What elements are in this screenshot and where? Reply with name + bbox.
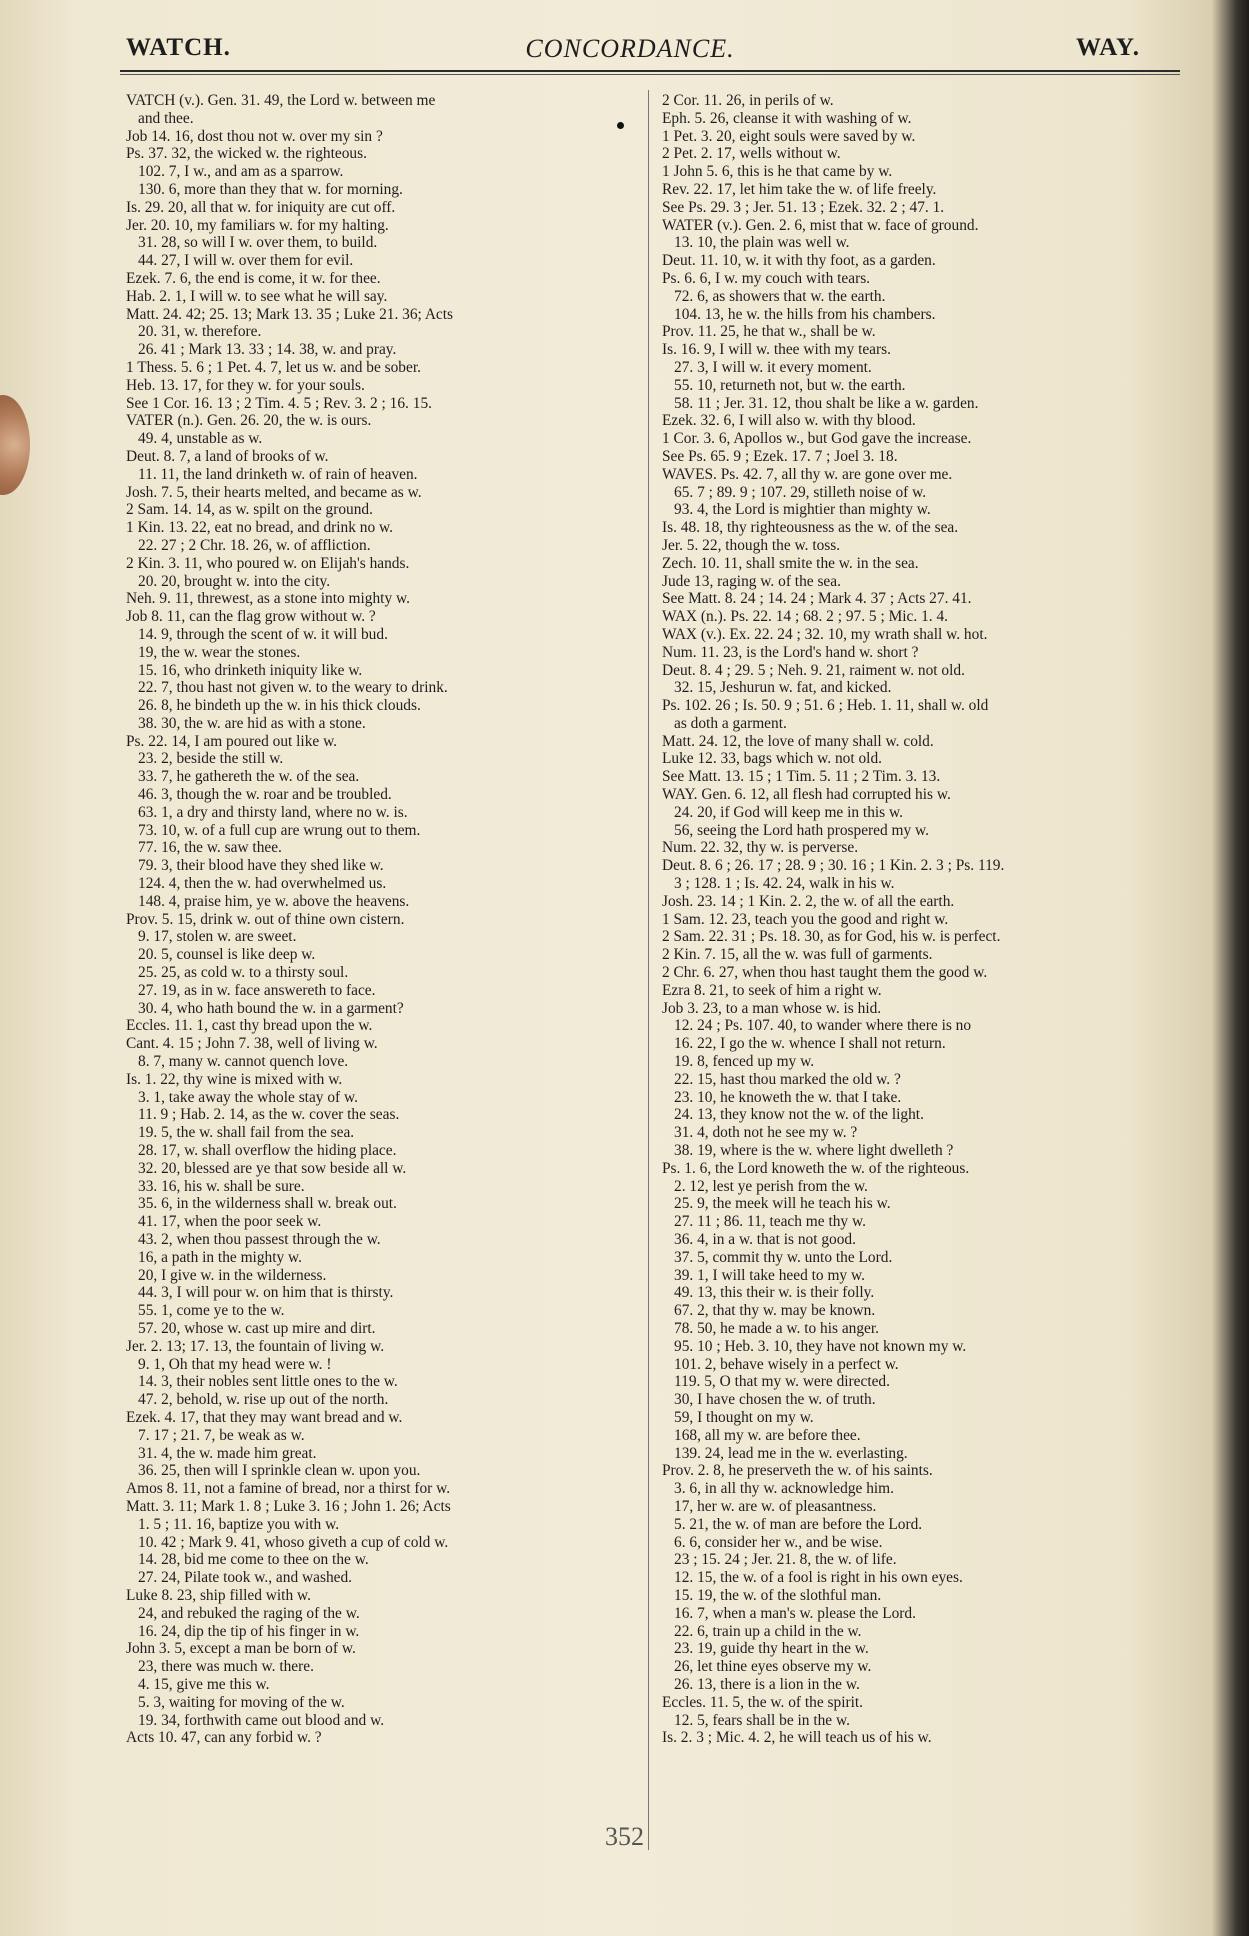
concordance-line: 119. 5, O that my w. were directed. — [674, 1373, 890, 1391]
header-left-guide-word: WATCH. — [126, 34, 231, 61]
concordance-line: 23. 10, he knoweth the w. that I take. — [674, 1088, 902, 1106]
header-title: CONCORDANCE. — [525, 34, 735, 63]
concordance-line: as doth a garment. — [674, 714, 787, 732]
concordance-line: Job 14. 16, dost thou not w. over my sin ? — [126, 127, 383, 145]
concordance-line: 20. 20, brought w. into the city. — [138, 572, 331, 590]
concordance-line: 1 Thess. 5. 6 ; 1 Pet. 4. 7, let us w. and be sober. — [126, 358, 421, 376]
concordance-line: 14. 9, through the scent of w. it will bud. — [138, 625, 388, 643]
concordance-line: See 1 Cor. 16. 13 ; 2 Tim. 4. 5 ; Rev. 3. 2 ; 16. 15. — [126, 394, 432, 412]
concordance-line: Prov. 11. 25, he that w., shall be w. — [662, 323, 876, 341]
concordance-line: 49. 4, unstable as w. — [138, 430, 263, 448]
concordance-line: 12. 15, the w. of a fool is right in his own eyes. — [674, 1569, 963, 1587]
concordance-line: 49. 13, this their w. is their folly. — [674, 1284, 875, 1302]
concordance-line: 27. 3, I will w. it every moment. — [674, 358, 872, 376]
concordance-line: 1 Sam. 12. 23, teach you the good and right w. — [662, 910, 949, 928]
concordance-line: 24, and rebuked the raging of the w. — [138, 1604, 360, 1622]
concordance-line: Job 8. 11, can the flag grow without w. ? — [126, 608, 376, 626]
concordance-line: 15. 16, who drinketh iniquity like w. — [138, 661, 363, 679]
concordance-line: 57. 20, whose w. cast up mire and dirt. — [138, 1319, 376, 1337]
concordance-line: 55. 10, returneth not, but w. the earth. — [674, 376, 906, 394]
concordance-line: Neh. 9. 11, threwest, as a stone into mighty w. — [126, 590, 410, 608]
concordance-line: 19, the w. wear the stones. — [138, 643, 301, 661]
concordance-line: 20. 31, w. therefore. — [138, 323, 262, 341]
concordance-line: Josh. 23. 14 ; 1 Kin. 2. 2, the w. of all the earth. — [662, 892, 955, 910]
concordance-line: 30, I have chosen the w. of truth. — [674, 1391, 876, 1409]
concordance-line: Is. 1. 22, thy wine is mixed with w. — [126, 1070, 343, 1088]
concordance-line: 16. 7, when a man's w. please the Lord. — [674, 1604, 916, 1622]
concordance-line: Cant. 4. 15 ; John 7. 38, well of living w. — [126, 1035, 378, 1053]
right-column — [662, 92, 1180, 1747]
concordance-line: WAX (v.). Ex. 22. 24 ; 32. 10, my wrath shall w. hot. — [662, 625, 988, 643]
concordance-line: Is. 29. 20, all that w. for iniquity are cut off. — [126, 198, 396, 216]
concordance-line: 139. 24, lead me in the w. everlasting. — [674, 1444, 908, 1462]
concordance-line: Matt. 24. 12, the love of many shall w. cold. — [662, 732, 934, 750]
concordance-line: 16, a path in the mighty w. — [138, 1248, 302, 1266]
concordance-line: 93. 4, the Lord is mightier than mighty w. — [674, 501, 931, 519]
concordance-line: 22. 7, thou hast not given w. to the weary to drink. — [138, 679, 448, 697]
concordance-line: Matt. 3. 11; Mark 1. 8 ; Luke 3. 16 ; John 1. 26; Acts — [126, 1497, 451, 1515]
concordance-line: 58. 11 ; Jer. 31. 12, thou shalt be like a w. garden. — [674, 394, 979, 412]
concordance-line: VATER (n.). Gen. 26. 20, the w. is ours. — [126, 412, 372, 430]
running-header — [120, 30, 1140, 70]
concordance-line: 27. 24, Pilate took w., and washed. — [138, 1569, 353, 1587]
concordance-line: Heb. 13. 17, for they w. for your souls. — [126, 376, 365, 394]
column-divider — [648, 90, 649, 1850]
concordance-line: Deut. 8. 6 ; 26. 17 ; 28. 9 ; 30. 16 ; 1 Kin. 2. 3 ; Ps. 119. — [662, 857, 1005, 875]
concordance-line: 10. 42 ; Mark 9. 41, whoso giveth a cup of cold w. — [138, 1533, 449, 1551]
header-rule — [120, 70, 1180, 72]
concordance-line: Deut. 8. 4 ; 29. 5 ; Neh. 9. 21, raiment w. not old. — [662, 661, 965, 679]
concordance-line: Luke 8. 23, ship filled with w. — [126, 1586, 311, 1604]
concordance-line: 43. 2, when thou passest through the w. — [138, 1231, 381, 1248]
concordance-line: 44. 27, I will w. over them for evil. — [138, 252, 354, 270]
concordance-line: 32. 15, Jeshurun w. fat, and kicked. — [674, 679, 892, 697]
concordance-line: 2 Kin. 7. 15, all the w. was full of garments. — [662, 946, 933, 964]
concordance-line: 19. 34, forthwith came out blood and w. — [138, 1711, 385, 1729]
concordance-line: 7. 17 ; 21. 7, be weak as w. — [138, 1426, 305, 1444]
concordance-line: 31. 4, the w. made him great. — [138, 1444, 317, 1462]
concordance-line: 4. 15, give me this w. — [138, 1675, 270, 1693]
concordance-line: 11. 11, the land drinketh w. of rain of heaven. — [138, 465, 418, 483]
concordance-line: Hab. 2. 1, I will w. to see what he will say. — [126, 287, 388, 305]
concordance-line: and thee. — [138, 109, 194, 127]
concordance-line: Jude 13, raging w. of the sea. — [662, 572, 841, 590]
concordance-line: 19. 5, the w. shall fail from the sea. — [138, 1124, 355, 1142]
header-rule-thin — [120, 74, 1180, 75]
concordance-line: Job 3. 23, to a man whose w. is hid. — [662, 999, 882, 1017]
concordance-line: Ps. 37. 32, the wicked w. the righteous. — [126, 145, 367, 163]
concordance-line: Prov. 5. 15, drink w. out of thine own cistern. — [126, 910, 405, 928]
page-number: 352 — [605, 1822, 644, 1851]
concordance-line: 23, there was much w. there. — [138, 1658, 314, 1676]
concordance-line: 20. 5, counsel is like deep w. — [138, 946, 316, 964]
left-column — [126, 92, 634, 1747]
concordance-line: 22. 27 ; 2 Chr. 18. 26, w. of affliction. — [138, 536, 371, 554]
concordance-line: 78. 50, he made a w. to his anger. — [674, 1319, 880, 1337]
concordance-line: 5. 21, the w. of man are before the Lord. — [674, 1515, 923, 1533]
concordance-line: 33. 16, his w. shall be sure. — [138, 1177, 305, 1195]
concordance-line: Matt. 24. 42; 25. 13; Mark 13. 35 ; Luke 21. 36; Acts — [126, 305, 454, 323]
concordance-line: Is. 48. 18, thy righteousness as the w. of the sea. — [662, 519, 959, 537]
concordance-line: 35. 6, in the wilderness shall w. break out. — [138, 1195, 397, 1213]
concordance-line: Deut. 8. 7, a land of brooks of w. — [126, 447, 329, 465]
concordance-line: 101. 2, behave wisely in a perfect w. — [674, 1355, 899, 1373]
concordance-line: 24. 13, they know not the w. of the light. — [674, 1106, 924, 1124]
concordance-line: 2 Chr. 6. 27, when thou hast taught them the good w. — [662, 964, 988, 982]
concordance-line: 3. 1, take away the whole stay of w. — [138, 1088, 358, 1106]
concordance-line: WAY. Gen. 6. 12, all flesh had corrupted his w. — [662, 786, 951, 804]
concordance-line: 44. 3, I will pour w. on him that is thirsty. — [138, 1284, 394, 1302]
concordance-line: 8. 7, many w. cannot quench love. — [138, 1053, 349, 1071]
concordance-line: 168, all my w. are before thee. — [674, 1426, 861, 1444]
concordance-line: John 3. 5, except a man be born of w. — [126, 1640, 356, 1658]
concordance-line: 9. 17, stolen w. are sweet. — [138, 928, 297, 946]
concordance-line: 24. 20, if God will keep me in this w. — [674, 803, 903, 821]
concordance-line: 6. 6, consider her w., and be wise. — [674, 1533, 883, 1551]
concordance-line: 67. 2, that thy w. may be known. — [674, 1302, 876, 1320]
concordance-line: 41. 17, when the poor seek w. — [138, 1213, 322, 1231]
concordance-line: 32. 20, blessed are ye that sow beside all w. — [138, 1159, 407, 1177]
concordance-line: 65. 7 ; 89. 9 ; 107. 29, stilleth noise of w. — [674, 483, 927, 501]
concordance-line: Is. 2. 3 ; Mic. 4. 2, he will teach us of his w. — [662, 1729, 932, 1747]
concordance-line: 12. 5, fears shall be in the w. — [674, 1711, 850, 1729]
concordance-line: 26. 13, there is a lion in the w. — [674, 1675, 860, 1693]
concordance-line: Num. 11. 23, is the Lord's hand w. short ? — [662, 643, 919, 661]
concordance-line: 2 Kin. 3. 11, who poured w. on Elijah's hands. — [126, 554, 410, 572]
concordance-line: WATER (v.). Gen. 2. 6, mist that w. face of ground. — [662, 216, 979, 234]
concordance-line: 31. 4, doth not he see my w. ? — [674, 1124, 858, 1142]
concordance-line: 59, I thought on my w. — [674, 1408, 814, 1426]
concordance-line: 2 Sam. 22. 31 ; Ps. 18. 30, as for God, his w. is perfect. — [662, 928, 1001, 946]
concordance-line: 38. 19, where is the w. where light dwelleth ? — [674, 1142, 954, 1160]
concordance-line: WAVES. Ps. 42. 7, all thy w. are gone over me. — [662, 465, 953, 483]
concordance-line: Acts 10. 47, can any forbid w. ? — [126, 1729, 322, 1747]
concordance-line: 25. 25, as cold w. to a thirsty soul. — [138, 964, 349, 982]
header-right-guide-word: WAY. — [1076, 34, 1140, 61]
concordance-line: 124. 4, then the w. had overwhelmed us. — [138, 875, 387, 893]
concordance-line: 46. 3, though the w. roar and be troubled. — [138, 786, 392, 804]
concordance-line: 26, let thine eyes observe my w. — [674, 1658, 872, 1676]
concordance-line: Num. 22. 32, thy w. is perverse. — [662, 839, 859, 857]
concordance-line: 1 Pet. 3. 20, eight souls were saved by w. — [662, 127, 916, 145]
concordance-line: 27. 11 ; 86. 11, teach me thy w. — [674, 1213, 866, 1231]
concordance-line: 2 Pet. 2. 17, wells without w. — [662, 145, 841, 163]
concordance-line: 12. 24 ; Ps. 107. 40, to wander where there is no — [674, 1017, 972, 1035]
concordance-line: WAX (n.). Ps. 22. 14 ; 68. 2 ; 97. 5 ; Mic. 1. 4. — [662, 608, 949, 626]
concordance-line: 2 Cor. 11. 26, in perils of w. — [662, 92, 834, 109]
concordance-line: Ps. 1. 6, the Lord knoweth the w. of the righteous. — [662, 1159, 970, 1177]
concordance-line: 72. 6, as showers that w. the earth. — [674, 287, 886, 305]
concordance-line: 9. 1, Oh that my head were w. ! — [138, 1355, 332, 1373]
concordance-line: VATCH (v.). Gen. 31. 49, the Lord w. between me — [126, 92, 436, 109]
concordance-line: 14. 28, bid me come to thee on the w. — [138, 1551, 369, 1569]
concordance-line: 26. 41 ; Mark 13. 33 ; 14. 38, w. and pray. — [138, 341, 397, 359]
concordance-line: 31. 28, so will I w. over them, to build. — [138, 234, 378, 252]
concordance-line: 23 ; 15. 24 ; Jer. 21. 8, the w. of life. — [674, 1551, 897, 1569]
concordance-line: 55. 1, come ye to the w. — [138, 1302, 285, 1320]
concordance-line: 73. 10, w. of a full cup are wrung out to them. — [138, 821, 421, 839]
concordance-line: 13. 10, the plain was well w. — [674, 234, 850, 252]
concordance-line: 23. 2, beside the still w. — [138, 750, 284, 768]
concordance-line: 2 Sam. 14. 14, as w. spilt on the ground. — [126, 501, 373, 519]
concordance-line: 37. 5, commit thy w. unto the Lord. — [674, 1248, 893, 1266]
concordance-line: Ezek. 32. 6, I will also w. with thy blood. — [662, 412, 916, 430]
concordance-line: 25. 9, the meek will he teach his w. — [674, 1195, 891, 1213]
concordance-line: 102. 7, I w., and am as a sparrow. — [138, 163, 344, 181]
concordance-line: Amos 8. 11, not a famine of bread, nor a thirst for w. — [126, 1480, 451, 1498]
concordance-line: 79. 3, their blood have they shed like w. — [138, 857, 384, 875]
concordance-line: 33. 7, he gathereth the w. of the sea. — [138, 768, 360, 786]
concordance-line: 19. 8, fenced up my w. — [674, 1053, 815, 1071]
concordance-line: 28. 17, w. shall overflow the hiding place. — [138, 1142, 397, 1160]
concordance-line: 26. 8, he bindeth up the w. in his thick clouds. — [138, 697, 421, 715]
concordance-line: 1 John 5. 6, this is he that came by w. — [662, 163, 893, 181]
concordance-line: Prov. 2. 8, he preserveth the w. of his saints. — [662, 1462, 933, 1480]
concordance-line: 16. 22, I go the w. whence I shall not return. — [674, 1035, 946, 1053]
concordance-line: Ezra 8. 21, to seek of him a right w. — [662, 981, 882, 999]
concordance-line: 36. 4, in a w. that is not good. — [674, 1231, 856, 1248]
concordance-line: 22. 15, hast thou marked the old w. ? — [674, 1070, 901, 1088]
concordance-line: Ps. 102. 26 ; Is. 50. 9 ; 51. 6 ; Heb. 1. 11, shall w. old — [662, 697, 989, 715]
concordance-line: 20, I give w. in the wilderness. — [138, 1266, 327, 1284]
concordance-line: 3 ; 128. 1 ; Is. 42. 24, walk in his w. — [674, 875, 895, 893]
concordance-line: 16. 24, dip the tip of his finger in w. — [138, 1622, 360, 1640]
concordance-line: Ezek. 4. 17, that they may want bread and w. — [126, 1408, 403, 1426]
concordance-line: 130. 6, more than they that w. for morning. — [138, 180, 403, 198]
concordance-line: 30. 4, who hath bound the w. in a garment? — [138, 999, 404, 1017]
concordance-line: Jer. 20. 10, my familiars w. for my halting. — [126, 216, 389, 234]
concordance-line: Deut. 11. 10, w. it with thy foot, as a garden. — [662, 252, 936, 270]
concordance-line: 56, seeing the Lord hath prospered my w. — [674, 821, 930, 839]
concordance-line: 17, her w. are w. of pleasantness. — [674, 1497, 877, 1515]
concordance-line: 38. 30, the w. are hid as with a stone. — [138, 714, 366, 732]
concordance-line: 22. 6, train up a child in the w. — [674, 1622, 862, 1640]
concordance-line: Ps. 6. 6, I w. my couch with tears. — [662, 269, 871, 287]
concordance-line: 1 Kin. 13. 22, eat no bread, and drink no w. — [126, 519, 393, 537]
concordance-line: 23. 19, guide thy heart in the w. — [674, 1640, 869, 1658]
concordance-line: 14. 3, their nobles sent little ones to the w. — [138, 1373, 398, 1391]
concordance-line: Jer. 5. 22, though the w. toss. — [662, 536, 841, 554]
concordance-line: Luke 12. 33, bags which w. not old. — [662, 750, 882, 768]
concordance-line: Is. 16. 9, I will w. thee with my tears. — [662, 341, 891, 359]
concordance-line: 5. 3, waiting for moving of the w. — [138, 1693, 345, 1711]
concordance-line: Eccles. 11. 1, cast thy bread upon the w. — [126, 1017, 373, 1035]
concordance-line: 2. 12, lest ye perish from the w. — [674, 1177, 868, 1195]
concordance-line: See Matt. 13. 15 ; 1 Tim. 5. 11 ; 2 Tim. 3. 13. — [662, 768, 941, 786]
concordance-line: See Ps. 29. 3 ; Jer. 51. 13 ; Ezek. 32. 2 ; 47. 1. — [662, 198, 945, 216]
concordance-line: 39. 1, I will take heed to my w. — [674, 1266, 865, 1284]
concordance-line: 11. 9 ; Hab. 2. 14, as the w. cover the seas. — [138, 1106, 400, 1124]
concordance-line: 1 Cor. 3. 6, Apollos w., but God gave the increase. — [662, 430, 972, 448]
concordance-line: Josh. 7. 5, their hearts melted, and became as w. — [126, 483, 422, 501]
concordance-line: 63. 1, a dry and thirsty land, where no w. is. — [138, 803, 408, 821]
concordance-line: 47. 2, behold, w. rise up out of the north. — [138, 1391, 389, 1409]
page-stain — [0, 395, 30, 495]
concordance-line: 104. 13, he w. the hills from his chambers. — [674, 305, 936, 323]
concordance-line: Jer. 2. 13; 17. 13, the fountain of living w. — [126, 1337, 385, 1355]
concordance-line: 77. 16, the w. saw thee. — [138, 839, 282, 857]
concordance-line: Eccles. 11. 5, the w. of the spirit. — [662, 1693, 864, 1711]
concordance-line: Eph. 5. 26, cleanse it with washing of w. — [662, 109, 912, 127]
concordance-line: 95. 10 ; Heb. 3. 10, they have not known my w. — [674, 1337, 967, 1355]
concordance-line: 1. 5 ; 11. 16, baptize you with w. — [138, 1515, 340, 1533]
concordance-line: 15. 19, the w. of the slothful man. — [674, 1586, 882, 1604]
concordance-line: Rev. 22. 17, let him take the w. of life freely. — [662, 180, 937, 198]
concordance-line: 27. 19, as in w. face answereth to face. — [138, 981, 376, 999]
concordance-line: 148. 4, praise him, ye w. above the heavens. — [138, 892, 410, 910]
concordance-line: Ezek. 7. 6, the end is come, it w. for thee. — [126, 269, 381, 287]
concordance-line: 36. 25, then will I sprinkle clean w. upon you. — [138, 1462, 421, 1480]
concordance-line: 3. 6, in all thy w. acknowledge him. — [674, 1480, 894, 1498]
concordance-line: See Matt. 8. 24 ; 14. 24 ; Mark 4. 37 ; Acts 27. 41. — [662, 590, 972, 608]
concordance-line: Zech. 10. 11, shall smite the w. in the sea. — [662, 554, 919, 572]
concordance-line: Ps. 22. 14, I am poured out like w. — [126, 732, 338, 750]
concordance-line: See Ps. 65. 9 ; Ezek. 17. 7 ; Joel 3. 18. — [662, 447, 898, 465]
